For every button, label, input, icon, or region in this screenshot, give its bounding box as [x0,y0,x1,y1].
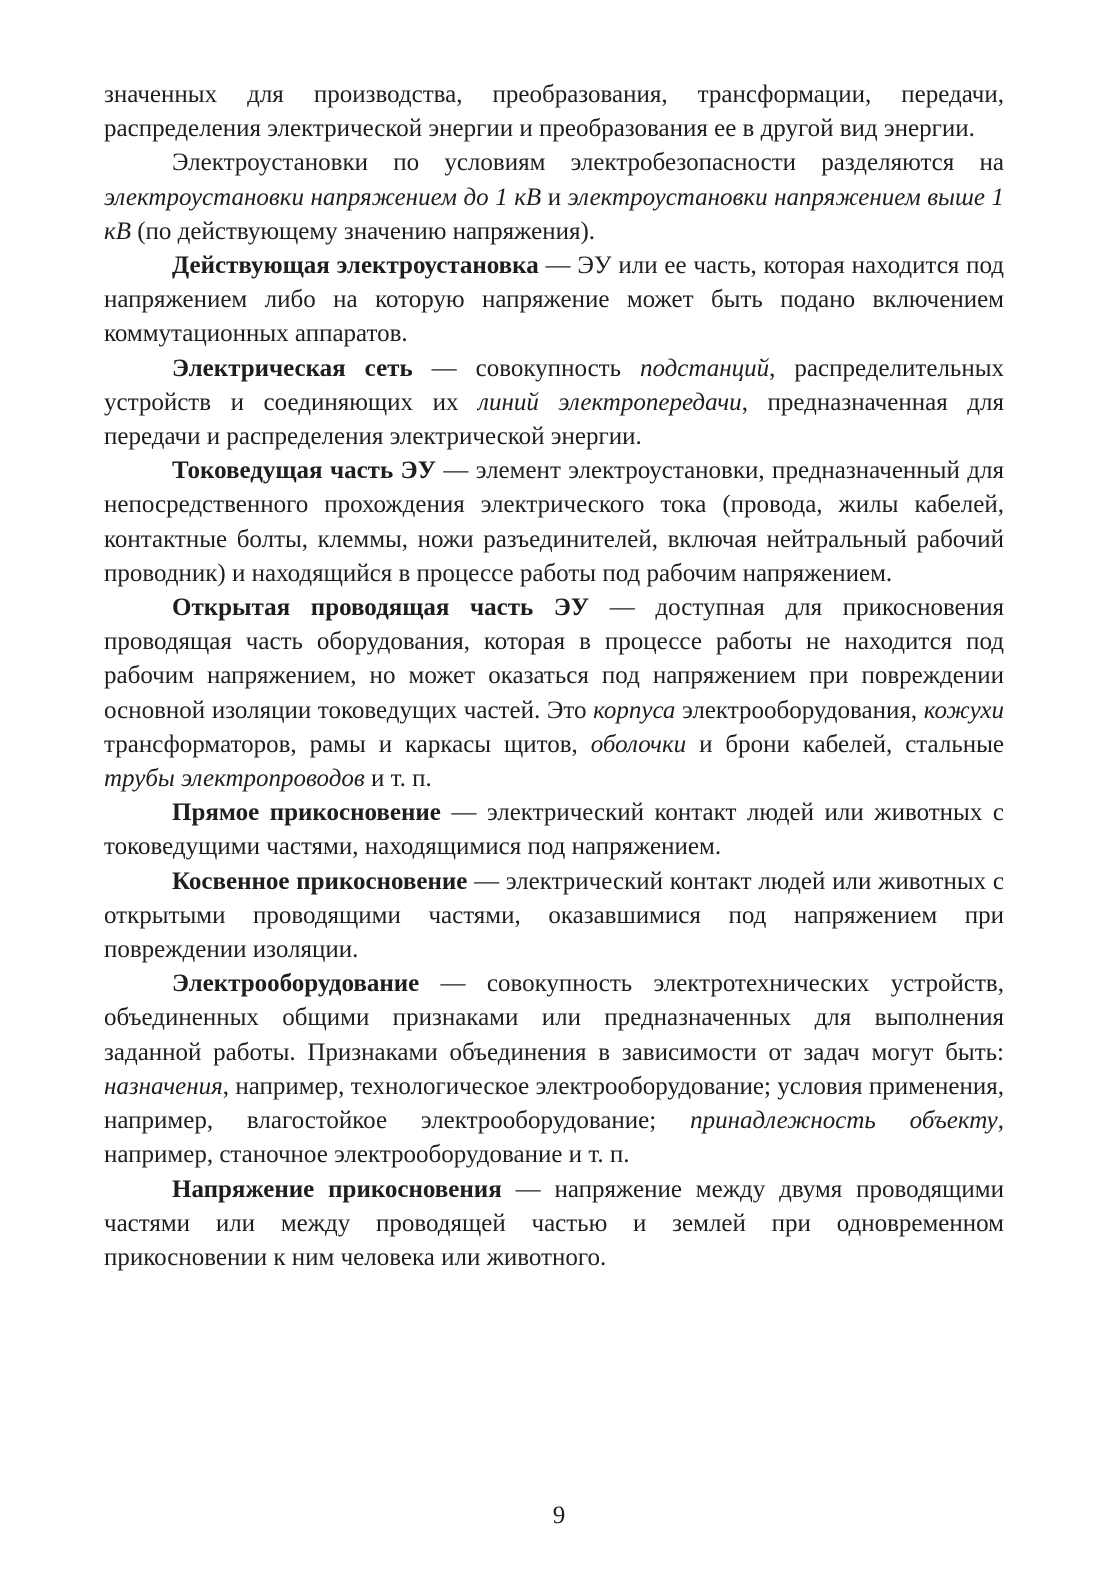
definition-paragraph [104,249,1004,352]
page-body [104,78,1004,1275]
text-segment: и [541,183,568,211]
text-segment: , например, станочное электрооборудование и т. п. [104,1107,1004,1169]
definition-paragraph [104,1173,1004,1276]
definition-paragraph [104,967,1004,1172]
definition-paragraph [104,454,1004,591]
italic-term: электроустановки напряжением выше 1 кВ [104,183,1004,245]
text-segment: Электроустановки по условиям электробезопасности разделяются на [172,149,1004,177]
text-segment: (по действующему значению напряжения). [130,217,596,245]
text-segment: — ЭУ или ее часть, которая находится под напряжением либо на которую напряжение может быть подано включением коммутационных аппаратов. [104,252,1004,348]
italic-term: оболочки [590,730,687,758]
text-segment: и брони кабелей, стальные [686,730,1005,758]
text-segment: — напряжение между двумя проводящими частями или между проводящей частью и землей при одновременном прикосновении к ним человека или животного. [104,1175,1004,1271]
paragraph [104,146,1004,249]
defined-term: Прямое прикосновение [172,799,441,827]
italic-term: подстанций [639,354,770,382]
text-segment: — доступная для прикосновения проводящая часть оборудования, которая в процессе работы не находится под рабочим напряжением, но может оказаться под напряжением при повреждении основной изоляции токоведущих частей. Это [104,594,1004,724]
defined-term: Токоведущая часть ЭУ [172,457,436,485]
defined-term: Открытая проводящая часть ЭУ [172,594,590,622]
italic-term: электроустановки напряжением до 1 кВ [104,183,542,211]
text-segment: , распределительных устройств и соединяющих их [104,354,1004,416]
defined-term: Электрооборудование [172,970,420,998]
text-segment: — электрический контакт людей или животных с открытыми проводящими частями, оказавшимися под напряжением при повреждении изоляции. [104,867,1004,964]
text-segment: трансформаторов, рамы и каркасы щитов, [104,730,591,758]
defined-term: Косвенное прикосновение [172,867,468,895]
definition-paragraph [104,796,1004,864]
text-segment: , например, технологическое электрооборудование; условия применения, например, влагостойкое электрооборудование; [104,1072,1004,1135]
text-segment: — совокупность электротехнических устройств, объединенных общими признаками или предназначенных для выполнения заданной работы. Признаками объединения в зависимости от задач могут быть: [104,970,1004,1066]
definition-paragraph [104,591,1004,796]
definition-paragraph [104,865,1004,968]
text-segment: — электрический контакт людей или животных с токоведущими частями, находящимися под напряжением. [104,799,1004,861]
paragraph [104,78,1004,146]
italic-term: принадлежность объекту [690,1107,998,1135]
text-segment: и т. п. [364,765,432,793]
italic-term: корпуса [593,696,676,724]
text-segment: значенных для производства, преобразования, трансформации, передачи, распределения электрической энергии и преобразования ее в другой вид энергии. [104,81,1004,143]
defined-term: Действующая электроустановка [172,252,539,280]
italic-term: назначения [104,1072,223,1100]
text-segment: — элемент электроустановки, предназначенный для непосредственного прохождения электрического тока (провода, жилы кабелей, контактные болты, клеммы, ножи разъединителей, включая нейтральный рабочий проводник) и находящийся в процессе работы под рабочим напряжением. [104,457,1004,587]
page-number: 9 [552,1502,566,1529]
text-segment: электрооборудования, [675,696,924,724]
text-segment: , предназначенная для передачи и распределения электрической энергии. [104,388,1004,451]
defined-term: Напряжение прикосновения [172,1175,502,1203]
definition-paragraph [104,352,1004,455]
italic-term: линий электропередачи [478,388,742,416]
text-segment: — совокупность [412,354,640,382]
italic-term: кожухи [923,696,1005,724]
defined-term: Электрическая сеть [172,354,413,382]
italic-term: трубы электропроводов [104,765,365,793]
